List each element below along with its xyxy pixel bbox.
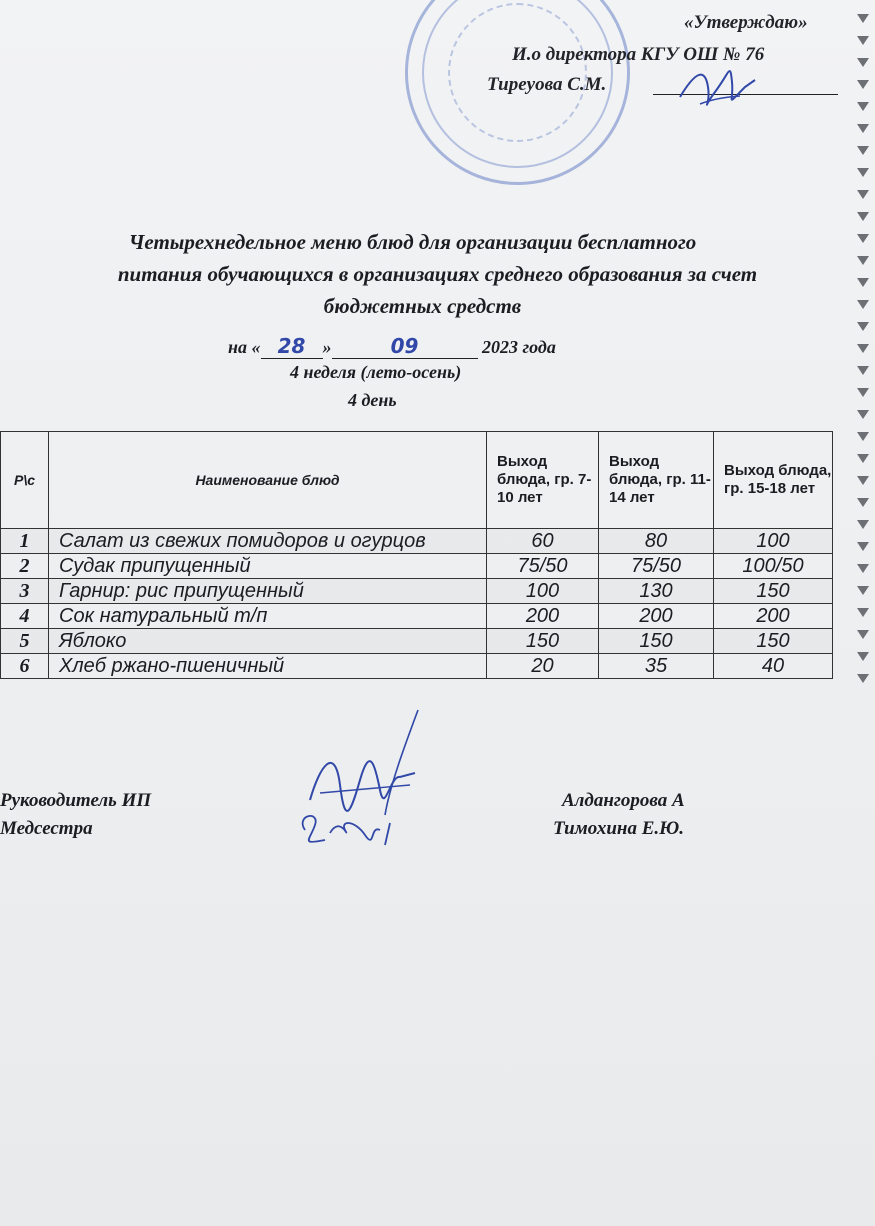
portion-11-14: 200 <box>599 604 714 629</box>
approval-heading: «Утверждаю» <box>684 12 808 33</box>
role-head: Руководитель ИП <box>0 790 152 811</box>
header-name: Наименование блюд <box>49 432 487 529</box>
portion-7-10: 100 <box>487 579 599 604</box>
portion-15-18: 40 <box>714 654 833 679</box>
dish-name: Гарнир: рис припущенный <box>49 579 487 604</box>
dish-name: Сок натуральный т/п <box>49 604 487 629</box>
portion-11-14: 150 <box>599 629 714 654</box>
row-number: 2 <box>1 554 49 579</box>
row-number: 4 <box>1 604 49 629</box>
binder-edge <box>849 0 875 1226</box>
table-header-row <box>1 432 833 529</box>
approval-position: И.о директора КГУ ОШ № 76 <box>512 44 765 65</box>
portion-15-18: 100 <box>714 529 833 554</box>
footer-signatures <box>290 705 440 865</box>
portion-7-10: 200 <box>487 604 599 629</box>
title-line-1: Четырехнедельное меню блюд для организации бесплатного <box>128 230 697 254</box>
date-suffix: 2023 года <box>477 337 556 357</box>
portion-7-10: 60 <box>487 529 599 554</box>
row-number: 3 <box>1 579 49 604</box>
date-mid: » <box>322 337 332 357</box>
approval-name: Тиреуова С.М. <box>487 74 607 95</box>
portion-15-18: 150 <box>714 579 833 604</box>
person-nurse: Тимохина Е.Ю. <box>553 818 684 839</box>
header-age-7-10: Выход блюда, гр. 7-10 лет <box>487 432 599 529</box>
portion-11-14: 80 <box>599 529 714 554</box>
director-signature <box>670 52 760 122</box>
table-row <box>1 579 833 604</box>
row-number: 5 <box>1 629 49 654</box>
table-row <box>1 554 833 579</box>
portion-7-10: 150 <box>487 629 599 654</box>
dish-name: Судак припущенный <box>49 554 487 579</box>
portion-15-18: 150 <box>714 629 833 654</box>
table-row <box>1 604 833 629</box>
week-label: 4 неделя (лето-осень) <box>290 362 462 382</box>
portion-15-18: 100/50 <box>714 554 833 579</box>
person-head: Алдангорова А <box>562 790 685 811</box>
portion-7-10: 20 <box>487 654 599 679</box>
table-row <box>1 629 833 654</box>
row-number: 1 <box>1 529 49 554</box>
date-prefix: на « <box>228 337 261 357</box>
table-row <box>1 654 833 679</box>
date-day: 28 <box>277 334 306 358</box>
table-row <box>1 529 833 554</box>
portion-7-10: 75/50 <box>487 554 599 579</box>
role-nurse: Медсестра <box>0 818 93 839</box>
header-num: Р\с <box>1 432 49 529</box>
title-line-2: питания обучающихся в организациях среднего образования за счет <box>117 262 758 286</box>
dish-name: Яблоко <box>49 629 487 654</box>
portion-11-14: 35 <box>599 654 714 679</box>
day-label: 4 день <box>348 390 397 410</box>
portion-11-14: 130 <box>599 579 714 604</box>
dish-name: Хлеб ржано-пшеничный <box>49 654 487 679</box>
portion-11-14: 75/50 <box>599 554 714 579</box>
header-age-11-14: Выход блюда, гр. 11-14 лет <box>599 432 714 529</box>
header-age-15-18: Выход блюда, гр. 15-18 лет <box>714 432 833 529</box>
row-number: 6 <box>1 654 49 679</box>
dish-name: Салат из свежих помидоров и огурцов <box>49 529 487 554</box>
menu-table <box>0 431 833 679</box>
date-line <box>228 334 556 359</box>
portion-15-18: 200 <box>714 604 833 629</box>
title-line-3: бюджетных средств <box>323 294 522 318</box>
date-month: 09 <box>390 334 419 358</box>
